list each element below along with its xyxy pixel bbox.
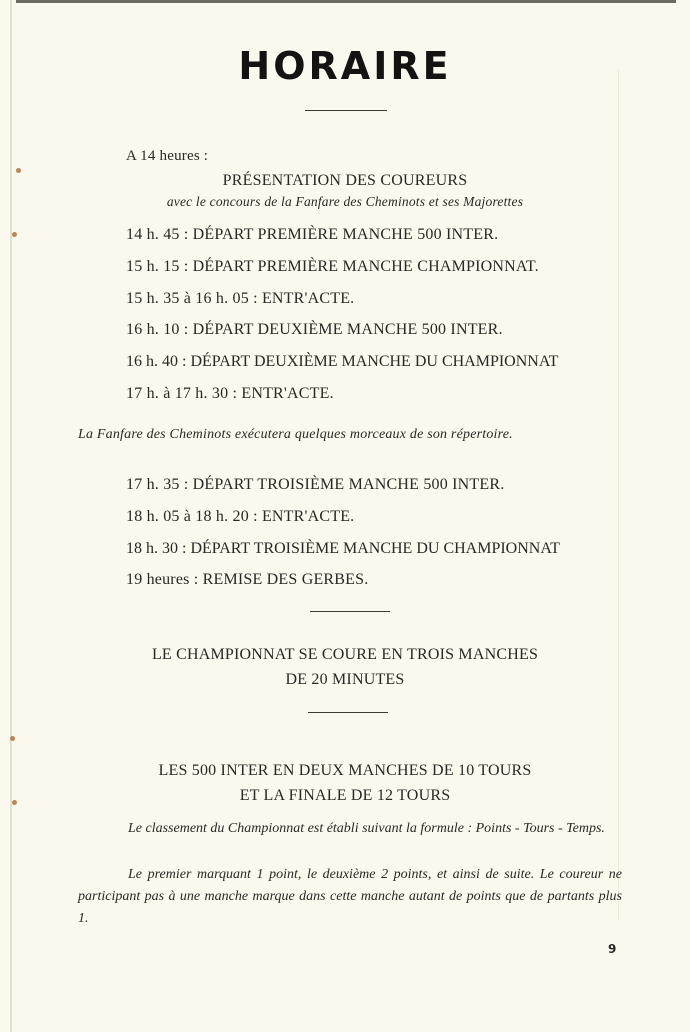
paper-stain	[12, 232, 17, 237]
presentation-heading: PRÉSENTATION DES COUREURS	[222, 172, 468, 189]
inter-heading-line1: LES 500 INTER EN DEUX MANCHES DE 10 TOURS	[158, 762, 532, 779]
schedule-item: 19 heures : REMISE DES GERBES.	[126, 571, 369, 588]
schedule-item: 16 h. 40 : DÉPART DEUXIÈME MANCHE DU CHAMPIONNAT	[126, 353, 559, 370]
inter-heading-line2: ET LA FINALE DE 12 TOURS	[239, 787, 451, 804]
page-left-edge	[10, 0, 12, 1032]
rules-paragraph: Le premier marquant 1 point, le deuxième 2 points, et ainsi de suite. Le coureur ne participant pas à une manche marque dans cette manche autant de points que de partants plus 1.	[78, 867, 622, 926]
section-divider	[308, 712, 388, 713]
presentation-note: avec le concours de la Fanfare des Cheminots et ses Majorettes	[166, 194, 524, 209]
schedule-item: 18 h. 30 : DÉPART TROISIÈME MANCHE DU CHAMPIONNAT	[126, 540, 560, 557]
championship-heading-line2: DE 20 MINUTES	[285, 671, 405, 688]
schedule-item: 17 h. 35 : DÉPART TROISIÈME MANCHE 500 INTER.	[126, 476, 505, 493]
section-divider	[310, 611, 390, 612]
schedule-item: 15 h. 35 à 16 h. 05 : ENTR'ACTE.	[126, 290, 355, 307]
schedule-item: 14 h. 45 : DÉPART PREMIÈRE MANCHE 500 INTER.	[126, 226, 499, 243]
title-divider	[305, 110, 387, 111]
rules-paragraph: Le classement du Championnat est établi suivant la formule : Points - Tours - Temps.	[128, 821, 605, 836]
page-number: 9	[608, 942, 617, 956]
schedule-item: 15 h. 15 : DÉPART PREMIÈRE MANCHE CHAMPIONNAT.	[126, 258, 539, 275]
schedule-intro: A 14 heures :	[126, 148, 209, 164]
page-top-edge	[16, 0, 676, 3]
championship-heading-line1: LE CHAMPIONNAT SE COURE EN TROIS MANCHES	[151, 646, 539, 663]
page-title: HORAIRE	[238, 44, 452, 88]
paper-stain	[10, 736, 15, 741]
fanfare-note: La Fanfare des Cheminots exécutera quelques morceaux de son répertoire.	[78, 427, 513, 442]
schedule-item: 16 h. 10 : DÉPART DEUXIÈME MANCHE 500 INTER.	[126, 321, 503, 338]
schedule-item: 18 h. 05 à 18 h. 20 : ENTR'ACTE.	[126, 508, 355, 525]
schedule-item: 17 h. à 17 h. 30 : ENTR'ACTE.	[126, 385, 334, 402]
